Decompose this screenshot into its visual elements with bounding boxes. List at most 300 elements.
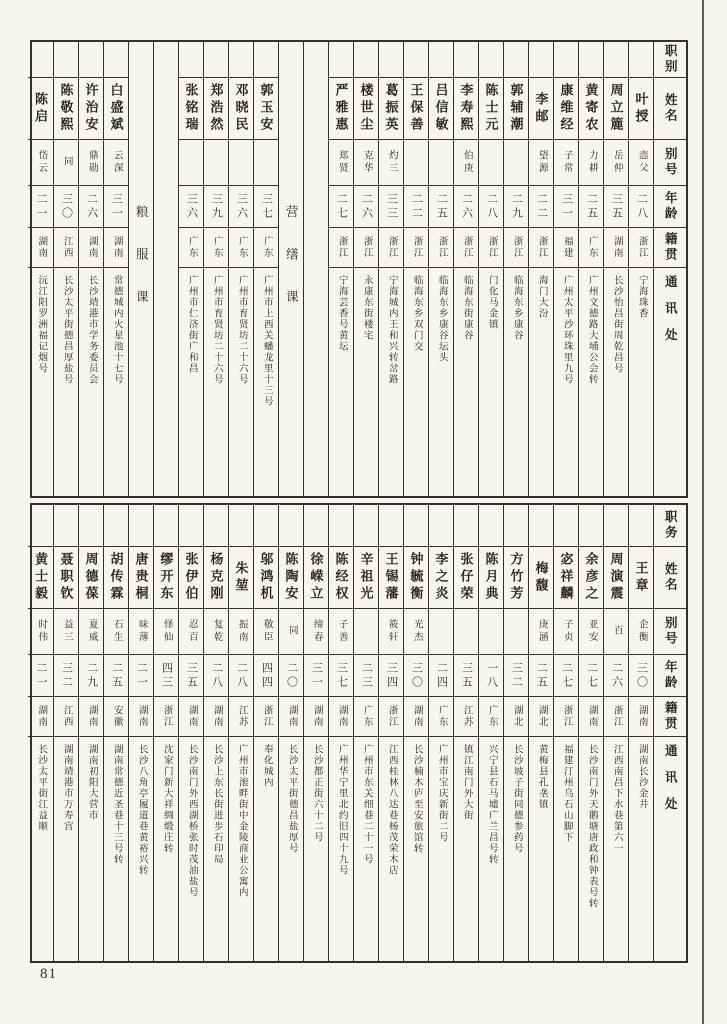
header-cell-address xyxy=(654,268,686,496)
cell-name xyxy=(629,547,653,609)
spacer-column xyxy=(153,42,178,496)
cell-age xyxy=(629,186,653,228)
page-number: 81 xyxy=(40,966,57,982)
address-text: 福建汀州乌石山脚下 xyxy=(561,744,572,843)
cell-name xyxy=(329,78,353,140)
person-column xyxy=(528,505,553,961)
cell-address xyxy=(79,737,103,961)
cell-role xyxy=(629,42,653,78)
cell-origin xyxy=(54,228,78,268)
address-text: 临海东街康谷 xyxy=(461,275,472,341)
cell-age xyxy=(254,186,278,228)
header-cell-alias xyxy=(654,140,686,186)
age-text: 二〇 xyxy=(285,661,298,690)
cell-alias xyxy=(479,140,503,186)
cell-name xyxy=(454,547,478,609)
name-text: 康维经 xyxy=(558,83,574,134)
person-column xyxy=(178,505,203,961)
address-text: 广州市育贤坊二十六号 xyxy=(236,275,247,385)
name-text: 邬鸿机 xyxy=(258,552,274,603)
cell-alias xyxy=(104,609,128,655)
cell-origin xyxy=(579,228,603,268)
cell-name xyxy=(604,78,628,140)
origin-text: 浙江 xyxy=(486,236,497,259)
origin-text: 广东 xyxy=(361,705,372,728)
origin-text: 广东 xyxy=(486,705,497,728)
cell-role xyxy=(204,505,228,547)
roster-table-bottom xyxy=(30,503,688,963)
person-column xyxy=(353,42,378,496)
cell-role xyxy=(379,505,403,547)
person-column xyxy=(428,505,453,961)
person-column xyxy=(253,505,278,961)
person-column xyxy=(328,42,353,496)
name-text: 张铭瑞 xyxy=(183,83,199,134)
name-text: 郑浩然 xyxy=(208,83,224,134)
cell-address xyxy=(429,737,453,961)
age-text: 二一 xyxy=(35,192,47,221)
header-cell-alias xyxy=(654,609,686,655)
name-text: 王锡藩 xyxy=(383,552,399,603)
person-column xyxy=(403,42,428,496)
cell-origin xyxy=(429,228,453,268)
origin-text: 湖南 xyxy=(36,236,47,259)
section-label: 粮服课 xyxy=(134,205,149,333)
cell-origin xyxy=(479,228,503,268)
section-column xyxy=(278,42,303,496)
alias-text: 岱云 xyxy=(36,150,47,175)
cell-origin xyxy=(28,697,53,737)
origin-text: 湖南 xyxy=(286,705,297,728)
cell-age xyxy=(579,186,603,228)
alias-text: 忍百 xyxy=(186,619,197,644)
header-label-address: 通讯处 xyxy=(663,275,678,355)
alias-text: 岳仲 xyxy=(611,150,622,175)
cell-origin xyxy=(204,228,228,268)
cell-alias xyxy=(204,609,228,655)
header-label-age: 年龄 xyxy=(663,191,678,222)
person-column xyxy=(353,505,378,961)
name-text: 郭玉安 xyxy=(258,83,274,134)
cell-role xyxy=(79,505,103,547)
age-text: 二一 xyxy=(35,661,47,690)
cell-address xyxy=(629,268,653,496)
origin-text: 湖南 xyxy=(111,236,122,259)
name-text: 黄士毅 xyxy=(33,552,48,603)
cell-alias xyxy=(379,140,403,186)
header-label-alias: 别号 xyxy=(663,616,678,647)
cell-alias xyxy=(329,609,353,655)
address-text: 广州市育贤坊二十六号 xyxy=(211,275,222,385)
cell-alias xyxy=(79,609,103,655)
cell-age xyxy=(579,655,603,697)
person-column xyxy=(428,42,453,496)
cell-origin xyxy=(454,228,478,268)
name-text: 陈启 xyxy=(33,91,48,126)
age-text: 二七 xyxy=(585,661,598,690)
cell-name xyxy=(304,547,328,609)
cell-name xyxy=(379,78,403,140)
cell-role xyxy=(254,42,278,78)
alias-text: 企衡 xyxy=(636,619,647,644)
header-cell-age xyxy=(654,655,686,697)
cell-age xyxy=(429,655,453,697)
cell-role xyxy=(329,505,353,547)
cell-origin xyxy=(304,697,328,737)
cell-age xyxy=(479,186,503,228)
cell-age xyxy=(354,655,378,697)
cell-origin xyxy=(204,697,228,737)
age-text: 二八 xyxy=(485,192,498,221)
cell-age xyxy=(454,186,478,228)
alias-text: 望源 xyxy=(536,150,547,175)
cell-name xyxy=(579,547,603,609)
origin-text: 湖南 xyxy=(411,705,422,728)
cell-name xyxy=(229,547,253,609)
origin-text: 湖南 xyxy=(586,705,597,728)
cell-address xyxy=(404,268,428,496)
cell-age xyxy=(504,186,528,228)
name-text: 周演震 xyxy=(608,552,624,603)
cell-alias xyxy=(379,609,403,655)
cell-alias xyxy=(629,140,653,186)
cell-name xyxy=(79,78,103,140)
cell-age xyxy=(79,655,103,697)
cell-age xyxy=(604,655,628,697)
cell-origin xyxy=(179,228,203,268)
cell-alias xyxy=(229,609,253,655)
age-text: 三六 xyxy=(235,192,248,221)
address-text: 奉化城内 xyxy=(261,744,272,788)
cell-origin xyxy=(354,697,378,737)
address-text: 长沙怡昌街周乾昌号 xyxy=(611,275,622,374)
cell-alias xyxy=(254,140,278,186)
name-text: 张伊伯 xyxy=(183,552,199,603)
header-label-age: 年龄 xyxy=(663,660,678,691)
address-text: 长沙都正街六十二号 xyxy=(311,744,322,843)
cell-address xyxy=(604,737,628,961)
cell-role xyxy=(529,42,553,78)
cell-name xyxy=(204,547,228,609)
cell-role xyxy=(479,505,503,547)
cell-age xyxy=(379,186,403,228)
cell-origin xyxy=(79,228,103,268)
person-column xyxy=(103,42,128,496)
cell-alias xyxy=(629,609,653,655)
age-text: 三二 xyxy=(60,661,73,690)
age-text: 三五 xyxy=(460,661,473,690)
cell-origin xyxy=(454,697,478,737)
age-text: 二六 xyxy=(360,192,373,221)
name-text: 陈经权 xyxy=(333,552,349,603)
cell-address xyxy=(579,737,603,961)
cell-role xyxy=(229,505,253,547)
age-text: 二七 xyxy=(560,661,573,690)
age-text: 四三 xyxy=(160,661,173,690)
origin-text: 湖北 xyxy=(511,705,522,728)
cell-origin xyxy=(104,697,128,737)
address-text: 永康东街楼宅 xyxy=(361,275,372,341)
person-column xyxy=(328,505,353,961)
person-column xyxy=(503,505,528,961)
alias-text: 复乾 xyxy=(211,619,222,644)
cell-age xyxy=(554,655,578,697)
alias-text: 悫父 xyxy=(636,150,647,175)
name-text: 黄寄农 xyxy=(583,83,599,134)
address-text: 门化马金镇 xyxy=(486,275,497,330)
cell-alias xyxy=(554,609,578,655)
origin-text: 浙江 xyxy=(511,236,522,259)
age-text: 四四 xyxy=(260,661,273,690)
person-column xyxy=(453,42,478,496)
cell-role xyxy=(179,505,203,547)
cell-age xyxy=(554,186,578,228)
origin-text: 湖南 xyxy=(186,705,197,728)
cell-alias xyxy=(529,140,553,186)
cell-alias xyxy=(54,609,78,655)
cell-address xyxy=(454,737,478,961)
alias-text: 缔春 xyxy=(311,619,322,644)
cell-name xyxy=(28,78,53,140)
cell-name xyxy=(104,547,128,609)
cell-origin xyxy=(179,697,203,737)
cell-origin xyxy=(54,697,78,737)
cell-name xyxy=(254,78,278,140)
age-text: 二五 xyxy=(110,661,123,690)
name-text: 陈士元 xyxy=(483,83,499,134)
cell-name xyxy=(554,78,578,140)
age-text: 二五 xyxy=(585,192,598,221)
cell-age xyxy=(54,186,78,228)
cell-role xyxy=(54,42,78,78)
person-column xyxy=(628,505,653,961)
origin-text: 广东 xyxy=(261,236,272,259)
person-column xyxy=(253,42,278,496)
cell-name xyxy=(429,78,453,140)
cell-origin xyxy=(229,228,253,268)
name-text: 徐嵘立 xyxy=(308,552,324,603)
age-text: 三二 xyxy=(510,661,523,690)
name-text: 王章 xyxy=(633,560,649,595)
person-column xyxy=(203,42,228,496)
cell-address xyxy=(129,737,153,961)
cell-age xyxy=(54,655,78,697)
cell-role xyxy=(354,42,378,78)
header-label-role: 职务 xyxy=(663,510,678,541)
address-text: 长沙八角亭履道巷黄裕兴转 xyxy=(136,744,147,876)
person-column xyxy=(28,42,53,496)
header-cell-origin xyxy=(654,697,686,737)
cell-role xyxy=(429,505,453,547)
cell-role xyxy=(354,505,378,547)
name-text: 周德葆 xyxy=(83,552,99,603)
name-text: 楼世尘 xyxy=(358,83,374,134)
name-text: 杨克刚 xyxy=(208,552,224,603)
cell-origin xyxy=(329,228,353,268)
cell-origin xyxy=(254,228,278,268)
cell-age xyxy=(404,655,428,697)
name-text: 邓晓民 xyxy=(233,83,249,134)
cell-alias xyxy=(404,609,428,655)
person-column xyxy=(53,505,78,961)
cell-address xyxy=(28,737,53,961)
name-text: 张仔荣 xyxy=(458,552,474,603)
cell-role xyxy=(28,42,53,78)
person-column xyxy=(553,42,578,496)
name-text: 李之炎 xyxy=(433,552,449,603)
age-text: 三一 xyxy=(310,661,323,690)
cell-origin xyxy=(554,228,578,268)
section-column xyxy=(128,42,153,496)
name-text: 朱堃 xyxy=(233,560,249,595)
name-text: 梅馥 xyxy=(533,560,549,595)
cell-origin xyxy=(629,228,653,268)
age-text: 二六 xyxy=(460,192,473,221)
alias-text: 益三 xyxy=(61,619,72,644)
age-text: 二二 xyxy=(535,192,548,221)
address-text: 湖南靖港市万寿宫 xyxy=(61,744,72,832)
origin-text: 湖南 xyxy=(136,705,147,728)
cell-role xyxy=(154,505,178,547)
age-text: 三七 xyxy=(260,192,273,221)
cell-alias xyxy=(504,609,528,655)
cell-origin xyxy=(504,228,528,268)
cell-address xyxy=(229,268,253,496)
cell-name xyxy=(354,547,378,609)
name-text: 吕信敏 xyxy=(433,83,449,134)
name-text: 王保善 xyxy=(408,83,424,134)
cell-name xyxy=(129,547,153,609)
origin-text: 浙江 xyxy=(361,236,372,259)
name-text: 许治安 xyxy=(83,83,99,134)
address-text: 江西桂林八达巷杨茂荣木店 xyxy=(386,744,397,876)
alias-text: 味薄 xyxy=(136,619,147,644)
person-column xyxy=(528,42,553,496)
cell-name xyxy=(404,78,428,140)
section-cell xyxy=(279,42,303,496)
name-text: 陈敬熙 xyxy=(58,83,74,134)
alias-text: 夏威 xyxy=(86,619,97,644)
cell-age xyxy=(354,186,378,228)
origin-text: 浙江 xyxy=(561,705,572,728)
address-text: 长沙靖港市学务委员会 xyxy=(86,275,97,385)
cell-address xyxy=(354,268,378,496)
name-text: 严雅惠 xyxy=(333,83,349,134)
cell-alias xyxy=(179,609,203,655)
age-text: 二八 xyxy=(635,192,648,221)
cell-age xyxy=(454,655,478,697)
cell-role xyxy=(129,505,153,547)
cell-origin xyxy=(579,697,603,737)
name-text: 李寿熙 xyxy=(458,83,474,134)
origin-text: 福建 xyxy=(561,236,572,259)
address-text: 临海东乡康谷 xyxy=(511,275,522,341)
person-column xyxy=(78,42,103,496)
cell-age xyxy=(204,655,228,697)
cell-age xyxy=(179,186,203,228)
cell-age xyxy=(129,655,153,697)
age-text: 二八 xyxy=(210,661,223,690)
header-label-origin: 籍贯 xyxy=(663,232,678,263)
cell-role xyxy=(454,505,478,547)
cell-address xyxy=(179,737,203,961)
section-cell xyxy=(129,42,153,496)
alias-text: 同 xyxy=(286,625,297,638)
cell-address xyxy=(504,737,528,961)
cell-name xyxy=(504,78,528,140)
origin-text: 江苏 xyxy=(461,705,472,728)
address-text: 镇江南门外大街 xyxy=(461,744,472,821)
origin-text: 湖南 xyxy=(86,705,97,728)
alias-text: 百 xyxy=(611,625,622,638)
person-column xyxy=(628,42,653,496)
alias-text: 力耕 xyxy=(586,150,597,175)
cell-role xyxy=(429,42,453,78)
cell-age xyxy=(154,655,178,697)
cell-origin xyxy=(104,228,128,268)
cell-alias xyxy=(354,609,378,655)
cell-name xyxy=(404,547,428,609)
header-label-origin: 籍贯 xyxy=(663,701,678,732)
age-text: 三〇 xyxy=(635,661,648,690)
cell-origin xyxy=(329,697,353,737)
cell-alias xyxy=(204,140,228,186)
cell-origin xyxy=(129,697,153,737)
address-text: 长沙坡子街同德参药号 xyxy=(511,744,522,854)
cell-role xyxy=(604,42,628,78)
person-column xyxy=(228,42,253,496)
age-text: 三三 xyxy=(385,192,398,221)
origin-text: 浙江 xyxy=(161,705,172,728)
cell-origin xyxy=(254,697,278,737)
cell-address xyxy=(454,268,478,496)
cell-role xyxy=(229,42,253,78)
cell-name xyxy=(604,547,628,609)
cell-name xyxy=(204,78,228,140)
age-text: 三五 xyxy=(610,192,623,221)
cell-address xyxy=(229,737,253,961)
cell-alias xyxy=(429,140,453,186)
person-column xyxy=(103,505,128,961)
address-text: 沈家门新大祥绸缎庄转 xyxy=(161,744,172,854)
alias-text: 时伟 xyxy=(36,619,47,644)
address-text: 常德城内火星池十七号 xyxy=(111,275,122,385)
cell-address xyxy=(329,737,353,961)
cell-age xyxy=(604,186,628,228)
address-text: 广州市仁济街广和昌 xyxy=(186,275,197,374)
cell-name xyxy=(279,547,303,609)
address-text: 广州市东关细巷二十一号 xyxy=(361,744,372,865)
origin-text: 浙江 xyxy=(536,236,547,259)
cell-alias xyxy=(404,140,428,186)
cell-address xyxy=(154,737,178,961)
origin-text: 浙江 xyxy=(636,236,647,259)
name-text: 葛振英 xyxy=(383,83,399,134)
cell-alias xyxy=(129,609,153,655)
cell-address xyxy=(54,268,78,496)
address-text: 江西南昌下水巷第六一 xyxy=(611,744,622,854)
spacer-cell xyxy=(154,42,178,496)
cell-origin xyxy=(28,228,53,268)
header-label-role: 职别 xyxy=(663,44,678,75)
cell-address xyxy=(579,268,603,496)
address-text: 临海东乡康谷坛头 xyxy=(436,275,447,363)
name-text: 叶授 xyxy=(633,91,649,126)
cell-alias xyxy=(54,140,78,186)
cell-role xyxy=(79,42,103,78)
person-column xyxy=(378,42,403,496)
cell-address xyxy=(354,737,378,961)
